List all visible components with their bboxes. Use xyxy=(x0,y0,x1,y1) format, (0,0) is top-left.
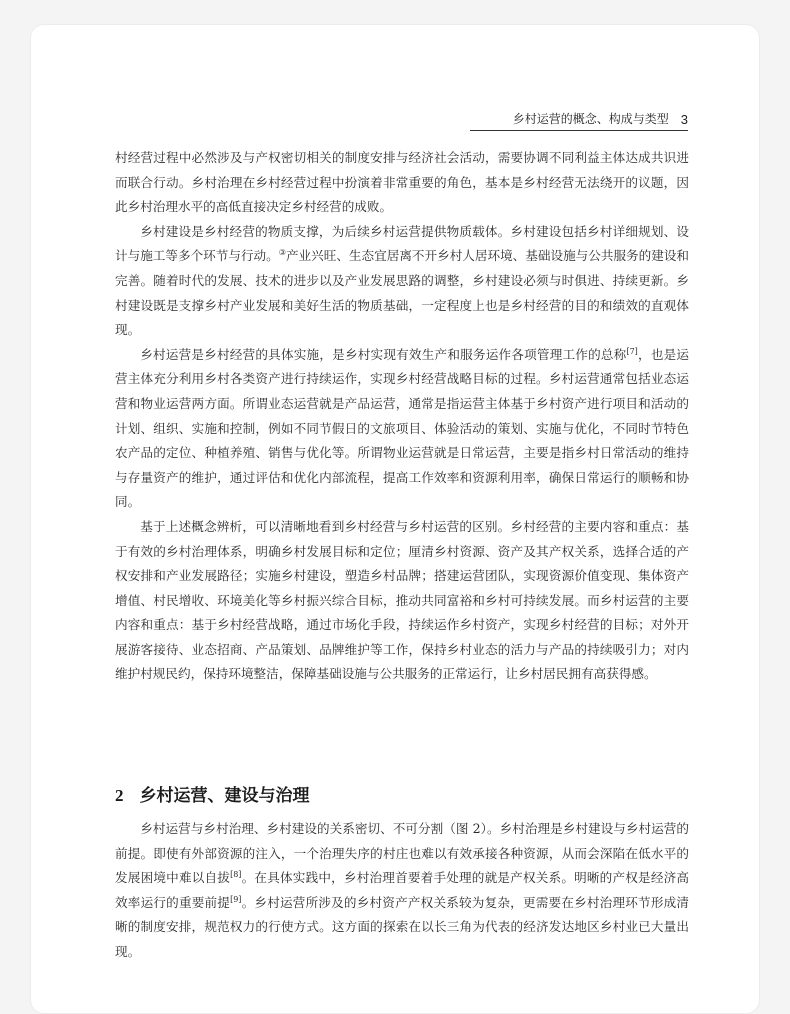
running-header xyxy=(470,108,688,131)
body-text-lower xyxy=(115,817,689,965)
paragraph-4 xyxy=(115,515,689,687)
section-title: 乡村运营、建设与治理 xyxy=(139,786,310,806)
page-number: 3 xyxy=(680,112,688,127)
paragraph-2-text-b: 产业兴旺、生态宜居离不开乡村人居环境、基础设施与公共服务的建设和完善。随着时代的发展、技术的进步以及产业发展思路的调整，乡村建设必须与时俱进、持续更新。乡村建设既是支撑乡村产业发展和美好生活的物质基础，一定程度上也是乡村经营的目的和绩效的直观体现。 xyxy=(115,248,690,338)
citation-ref-7: [7] xyxy=(626,346,638,356)
paragraph-5-text-c: 。乡村运营所涉及的乡村资产产权关系较为复杂，更需要在乡村治理环节形成清晰的制度安排，规范权力的行使方式。这方面的探索在以长三角为代表的经济发达地区乡村业已大量出现。 xyxy=(115,894,690,959)
citation-ref-9: [9] xyxy=(230,894,242,904)
header-title: 乡村运营的概念、构成与类型 xyxy=(512,112,669,126)
paragraph-5-text-a: 乡村运营与乡村治理、乡村建设的关系密切、不可分割（图 2）。乡村治理是乡村建设与乡村运营的前提。即使有外部资源的注入，一个治理失序的村庄也难以有效承接各种资源，从而会深陷在低水平的发展困境中难以自拔 xyxy=(115,821,689,886)
paragraph-1 xyxy=(115,146,689,220)
paragraph-3-text-b: ，也是运营主体充分利用乡村各类资产进行持续运作，实现乡村经营战略目标的过程。乡村运营通常包括业态运营和物业运营两方面。所谓业态运营就是产品运营，通常是指运营主体基于乡村资产进行项目和活动的计划、组织、实施和控制，例如不同节假日的文旅项目、体验活动的策划、实施与优化，不同时节特色农产品的定位、种植养殖、销售与优化等。所谓物业运营就是日常运营，主要是指乡村日常活动的维持与存量资产的维护，通过评估和优化内部流程，提高工作效率和资源利用率，确保日常运行的顺畅和协同。 xyxy=(115,346,689,510)
paragraph-1-text: 村经营过程中必然涉及与产权密切相关的制度安排与经济社会活动，需要协调不同利益主体达成共识进而联合行动。乡村治理在乡村经营过程中扮演着非常重要的角色，基本是乡村经营无法绕开的议题，因此乡村治理水平的高低直接决定乡村经营的成败。 xyxy=(115,150,689,215)
section-heading xyxy=(115,781,310,806)
paragraph-4-text: 基于上述概念辨析，可以清晰地看到乡村经营与乡村运营的区别。乡村经营的主要内容和重点：基于有效的乡村治理体系，明确乡村发展目标和定位；厘清乡村资源、资产及其产权关系，选择合适的产权安排和产业发展路径；实施乡村建设，塑造乡村品牌；搭建运营团队，实现资源价值变现、集体资产增值、村民增收、环境美化等乡村振兴综合目标，推动共同富裕和乡村可持续发展。而乡村运营的主要内容和重点：基于乡村经营战略，通过市场化手段，持续运作乡村资产，实现乡村经营的目标；对外开展游客接待、业态招商、产品策划、品牌维护等工作，保持乡村业态的活力与产品的持续吸引力；对内维护村规民约，保持环境整洁，保障基础设施与公共服务的正常运行，让乡村居民拥有高获得感。 xyxy=(115,518,689,682)
paragraph-3-text-a: 乡村运营是乡村经营的具体实施，是乡村实现有效生产和服务运作各项管理工作的总称 xyxy=(140,346,627,362)
paragraph-5-text-b: 。在具体实践中，乡村治理首要着手处理的就是产权关系。明晰的产权是经济高效率运行的重要前提 xyxy=(115,870,690,910)
paragraph-2 xyxy=(115,220,689,343)
footnote-marker: ③ xyxy=(278,248,286,258)
body-text-upper xyxy=(115,146,689,687)
section-number: 2 xyxy=(115,786,124,805)
paragraph-5 xyxy=(115,817,689,965)
paragraph-3 xyxy=(115,343,689,515)
citation-ref-8: [8] xyxy=(230,870,242,879)
paragraph-2-text-a: 乡村建设是乡村经营的物质支撑，为后续乡村运营提供物质载体。乡村建设包括乡村详细规划、设计与施工等多个环节与行动。 xyxy=(115,223,689,264)
